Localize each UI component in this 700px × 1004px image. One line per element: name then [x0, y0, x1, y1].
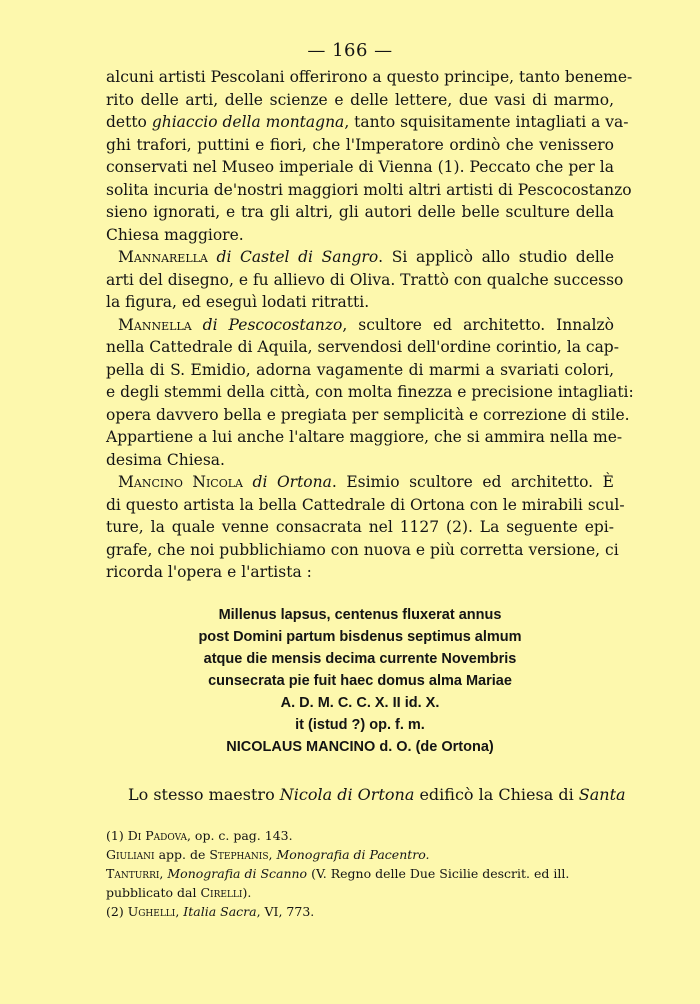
text-line: Appartiene a lui anche l'altare maggiore, che si ammira nella me-	[106, 428, 623, 446]
footnote-text: pubblicato dal	[106, 885, 201, 900]
text-fragment: detto	[106, 113, 152, 131]
footnote-text: app. de	[154, 847, 210, 862]
inscription-line: it (istud ?) op. f. m.	[295, 717, 425, 733]
text-line: rito delle arti, delle scienze e delle lettere, due vasi di marmo,	[106, 90, 614, 109]
text-line: pella di S. Emidio, adorna vagamente di marmi a svariati colori,	[106, 360, 614, 379]
footnote-author: Cirelli	[200, 885, 243, 900]
footnote-1	[106, 826, 614, 845]
footnote-line	[106, 845, 614, 864]
entry-mannarella-heading	[106, 246, 614, 269]
footnote-line	[106, 883, 614, 902]
epigraph-inscription	[140, 604, 580, 758]
text-fragment: , tanto squisitamente intagliati a va-	[344, 113, 629, 131]
main-text	[106, 66, 634, 584]
footnote-text: ,	[159, 866, 168, 881]
artist-name: Mannarella	[118, 248, 208, 266]
text-line: desima Chiesa.	[106, 450, 225, 469]
artist-origin: di Castel di Sangro	[216, 248, 379, 266]
text-line: ghi trafori, puttini e fiori, che l'Imperatore ordinò che venissero	[106, 135, 614, 154]
footnote-text: , op. c. pag. 143.	[186, 828, 293, 843]
text-fragment: edificò la Chiesa di	[414, 785, 579, 804]
text-fragment: . Si applicò allo studio delle	[378, 248, 614, 266]
entry-mancino-heading	[106, 471, 614, 494]
text-line: solita incuria de'nostri maggiori molti altri artisti di Pescocostanzo	[106, 180, 632, 199]
inscription-line: NICOLAUS MANCINO d. O. (de Ortona)	[226, 739, 494, 755]
text-line: ture, la quale venne consacrata nel 1127 (2). La seguente epi-	[106, 518, 614, 536]
footnote-title: Monografia di Pacentro.	[276, 847, 430, 862]
footnote-text: ).	[242, 885, 252, 900]
footnotes	[106, 826, 614, 921]
artist-name: Mannella	[118, 315, 192, 334]
footnote-title: Italia Sacra	[183, 904, 257, 919]
text-line: opera davvero bella e pregiata per semplicità e correzione di stile.	[106, 405, 630, 424]
footnote-author: Stephanis	[209, 847, 269, 862]
inscription-line: cunsecrata pie fuit haec domus alma Mariae	[208, 673, 512, 689]
text-line: e degli stemmi della città, con molta finezza e precisione intagliati:	[106, 383, 634, 401]
text-line: ricorda l'opera e l'artista :	[106, 563, 312, 581]
inscription-line: A. D. M. C. C. X. II id. X.	[280, 695, 440, 711]
footnote-author: Di Padova	[127, 828, 187, 843]
italic-phrase: ghiaccio della montagna	[151, 113, 345, 131]
footnote-text: ,	[175, 904, 184, 919]
footnote-mark: (1)	[106, 828, 128, 843]
text-line: di questo artista la bella Cattedrale di Ortona con le mirabili scul-	[106, 495, 625, 514]
text-line: grafe, che noi pubblichiamo con nuova e più corretta versione, ci	[106, 540, 619, 559]
text-fragment: , scultore ed architetto. Innalzò	[342, 315, 614, 334]
artist-origin: di Ortona	[252, 473, 332, 491]
footnote-author: Tanturri	[106, 866, 160, 881]
artist-origin: di Pescocostanzo	[202, 315, 343, 334]
text-line: sieno ignorati, e tra gli altri, gli autori delle belle sculture della	[106, 203, 614, 221]
italic-phrase: Santa	[578, 785, 626, 804]
italic-phrase: Nicola di Ortona	[279, 785, 415, 804]
closing-line	[128, 784, 626, 806]
text-fragment: . Esimio scultore ed architetto. È	[331, 473, 614, 491]
text-line: Chiesa maggiore.	[106, 225, 244, 244]
inscription-line: post Domini partum bisdenus septimus almum	[198, 629, 522, 645]
entry-mannella-heading	[106, 314, 614, 337]
text-fragment: Lo stesso maestro	[128, 785, 280, 804]
inscription-line: atque die mensis decima currente Novembris	[203, 651, 517, 667]
inscription-line: Millenus lapsus, centenus fluxerat annus	[218, 607, 502, 623]
text-line	[106, 111, 629, 134]
page-number: — 166 —	[307, 40, 393, 61]
footnote-title: Monografia di Scanno	[167, 866, 308, 881]
artist-name: Mancino Nicola	[118, 473, 243, 491]
text-line: nella Cattedrale di Aquila, servendosi dell'ordine corintio, la cap-	[106, 338, 619, 356]
footnote-line	[106, 864, 614, 883]
footnote-text: (V. Regno delle Due Sicilie descrit. ed ill.	[307, 866, 570, 881]
footnote-2	[106, 902, 614, 921]
footnote-author: Ughelli	[127, 904, 176, 919]
text-line: conservati nel Museo imperiale di Vienna (1). Peccato che per la	[106, 158, 614, 176]
text-line: la figura, ed eseguì lodati ritratti.	[106, 293, 370, 311]
footnote-mark: (2)	[106, 904, 128, 919]
text-line: alcuni artisti Pescolani offerirono a questo principe, tanto beneme-	[106, 68, 633, 86]
footnote-text: ,	[268, 847, 277, 862]
text-line: arti del disegno, e fu allievo di Oliva. Trattò con qualche successo	[106, 270, 624, 289]
footnote-text: , VI, 773.	[256, 904, 315, 919]
footnote-author: Giuliani	[106, 847, 155, 862]
